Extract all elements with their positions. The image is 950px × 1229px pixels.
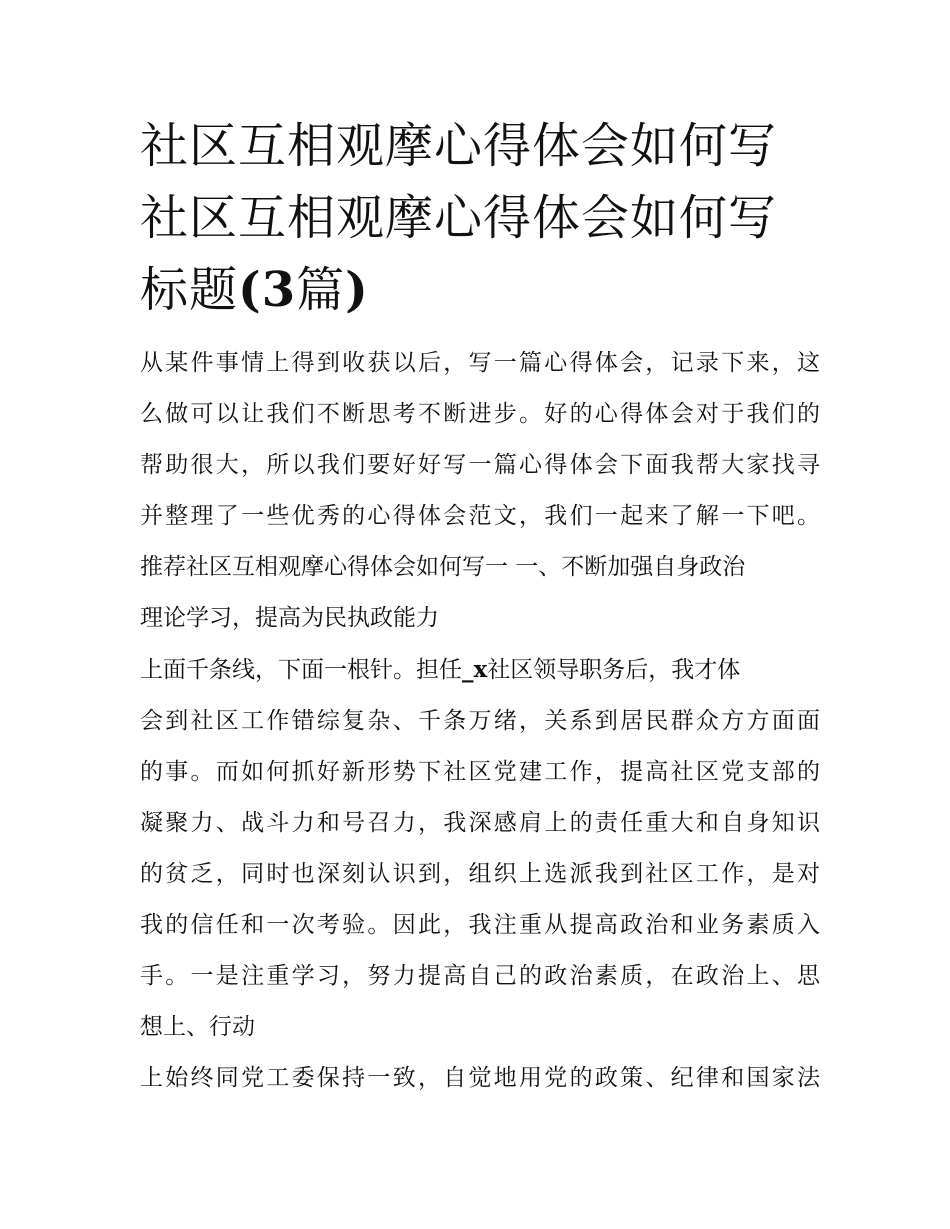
title-line-3-close: )	[345, 262, 369, 318]
text-line: 帮助很大，所以我们要好好写一篇心得体会下面我帮大家找寻	[140, 452, 820, 478]
text-line: 并整理了一些优秀的心得体会范文，我们一起来了解一下吧。	[140, 503, 820, 529]
text-line: 凝聚力、战斗力和号召力，我深感肩上的责任重大和自身知识	[140, 810, 820, 836]
title-line-3-unit: 篇	[296, 262, 346, 318]
title-line-3-prefix: 标题	[140, 262, 239, 318]
text-line	[140, 644, 820, 696]
text-line: 上始终同党工委保持一致，自觉地用党的政策、纪律和国家法	[140, 1065, 820, 1091]
text-line: 的事。而如何抓好新形势下社区党建工作，提高社区党支部的	[140, 759, 820, 785]
text-line: 从某件事情上得到收获以后，写一篇心得体会，记录下来，这	[140, 350, 820, 376]
text-line: 理论学习，提高为民执政能力	[140, 605, 439, 631]
document-page	[140, 110, 820, 1104]
text-line: 的贫乏，同时也深刻认识到，组织上选派我到社区工作，是对	[140, 861, 820, 887]
text-line: 会到社区工作错综复杂、千条万绪，关系到居民群众方方面面	[140, 708, 820, 734]
title-line-3	[140, 254, 820, 326]
text-line-prefix: 上面千条线，下面一根针。担任	[140, 657, 462, 683]
text-line: 推荐社区互相观摩心得体会如何写一 一、不断加强自身政治	[140, 554, 746, 580]
paragraph-continuation	[140, 1053, 820, 1104]
title-line-3-count: (3	[238, 262, 297, 318]
text-line: 我的信任和一次考验。因此，我注重从提高政治和业务素质入	[140, 912, 820, 938]
title-line-2: 社区互相观摩心得体会如何写	[140, 190, 778, 246]
title-line-1: 社区互相观摩心得体会如何写	[140, 118, 778, 174]
placeholder-x: _x	[462, 656, 488, 683]
text-line: 手。一是注重学习，努力提高自己的政治素质，在政治上、思	[140, 963, 820, 989]
paragraph-body	[140, 644, 820, 1053]
paragraph-intro	[140, 338, 820, 644]
text-line-suffix: 社区领导职务后，我才体	[487, 657, 741, 683]
text-line: 想上、行动	[140, 1014, 255, 1040]
text-line: 么做可以让我们不断思考不断进步。好的心得体会对于我们的	[140, 401, 820, 427]
document-title	[140, 110, 820, 326]
